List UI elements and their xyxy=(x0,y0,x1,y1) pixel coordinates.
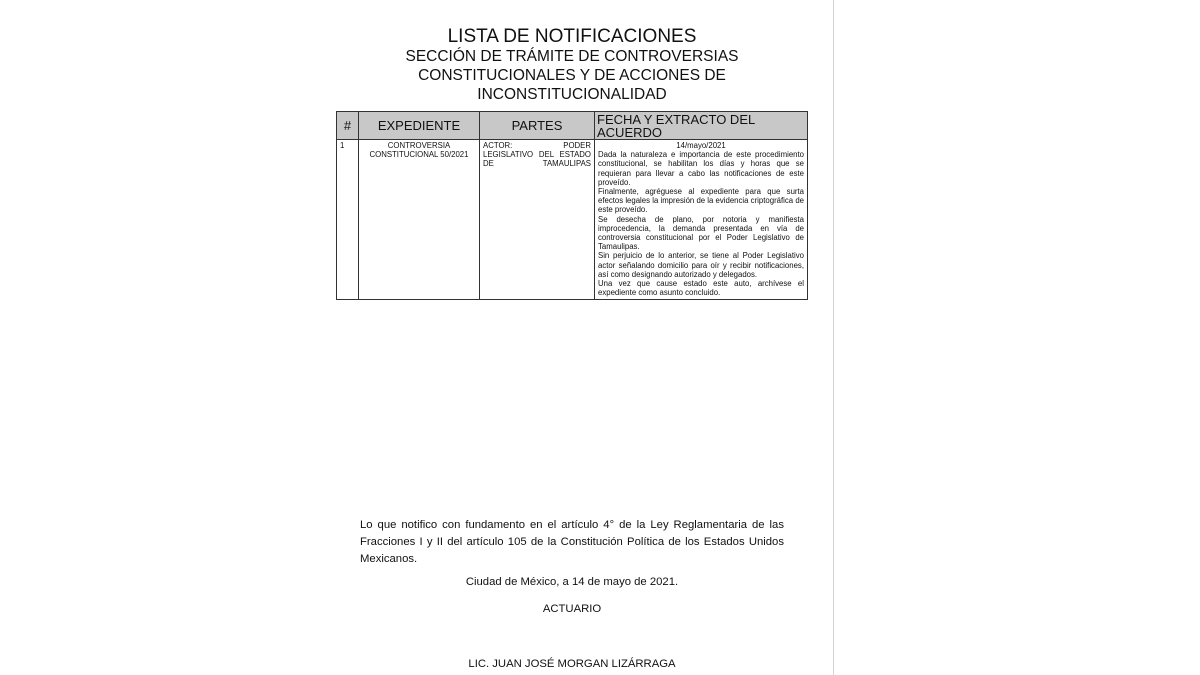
notifications-table xyxy=(336,111,808,300)
header-expediente: EXPEDIENTE xyxy=(359,112,480,140)
document-subtitle xyxy=(336,47,808,104)
row-date: 14/mayo/2021 xyxy=(676,141,726,150)
row-number: 1 xyxy=(337,140,359,300)
extract-paragraph: Finalmente, agréguese al expediente para que surta efectos legales la impresión de la evidencia criptográfica de este proveído. xyxy=(598,187,804,215)
extract-paragraph: Sin perjuicio de lo anterior, se tiene al Poder Legislativo actor señalando domicilio para oír y recibir notificaciones, así como designando autorizado y delegados. xyxy=(598,251,804,279)
row-expediente: CONTROVERSIA CONSTITUCIONAL 50/2021 xyxy=(359,140,480,300)
page-edge-divider xyxy=(833,0,834,675)
subtitle-line: SECCIÓN DE TRÁMITE DE CONTROVERSIAS xyxy=(405,48,739,65)
extract-paragraph: Dada la naturaleza e importancia de este procedimiento constitucional, se habilitan los días y horas que se requieran para llevar a cabo las notificaciones de este proveído. xyxy=(598,150,804,187)
header-number: # xyxy=(337,112,359,140)
row-partes: ACTOR: PODER LEGISLATIVO DEL ESTADO DE TAMAULIPAS xyxy=(480,140,595,300)
row-fecha-extracto xyxy=(595,140,808,300)
place-and-date: Ciudad de México, a 14 de mayo de 2021. xyxy=(465,576,679,588)
subtitle-line: CONSTITUCIONALES Y DE ACCIONES DE xyxy=(418,67,726,84)
table-row xyxy=(337,140,808,300)
extract-paragraph: Se desecha de plano, por notoria y manifiesta improcedencia, la demanda presentada en vía de controversia constitucional por el Poder Legislativo de Tamaulipas. xyxy=(598,214,804,252)
legal-basis-paragraph: Lo que notifico con fundamento en el artículo 4° de la Ley Reglamentaria de las Fracciones I y II del artículo 105 de la Constitución Política de los Estados Unidos Mexicanos. xyxy=(360,519,784,565)
header-partes: PARTES xyxy=(480,112,595,140)
table-header-row xyxy=(337,112,808,140)
subtitle-line: INCONSTITUCIONALIDAD xyxy=(477,86,667,103)
signer-role: ACTUARIO xyxy=(542,603,602,615)
document-title: LISTA DE NOTIFICACIONES xyxy=(447,26,697,47)
signer-name: LIC. JUAN JOSÉ MORGAN LIZÁRRAGA xyxy=(468,658,676,670)
extract-paragraph: Una vez que cause estado este auto, archívese el expediente como asunto concluido. xyxy=(598,279,804,298)
header-fecha-extracto: FECHA Y EXTRACTO DEL ACUERDO xyxy=(595,112,808,140)
